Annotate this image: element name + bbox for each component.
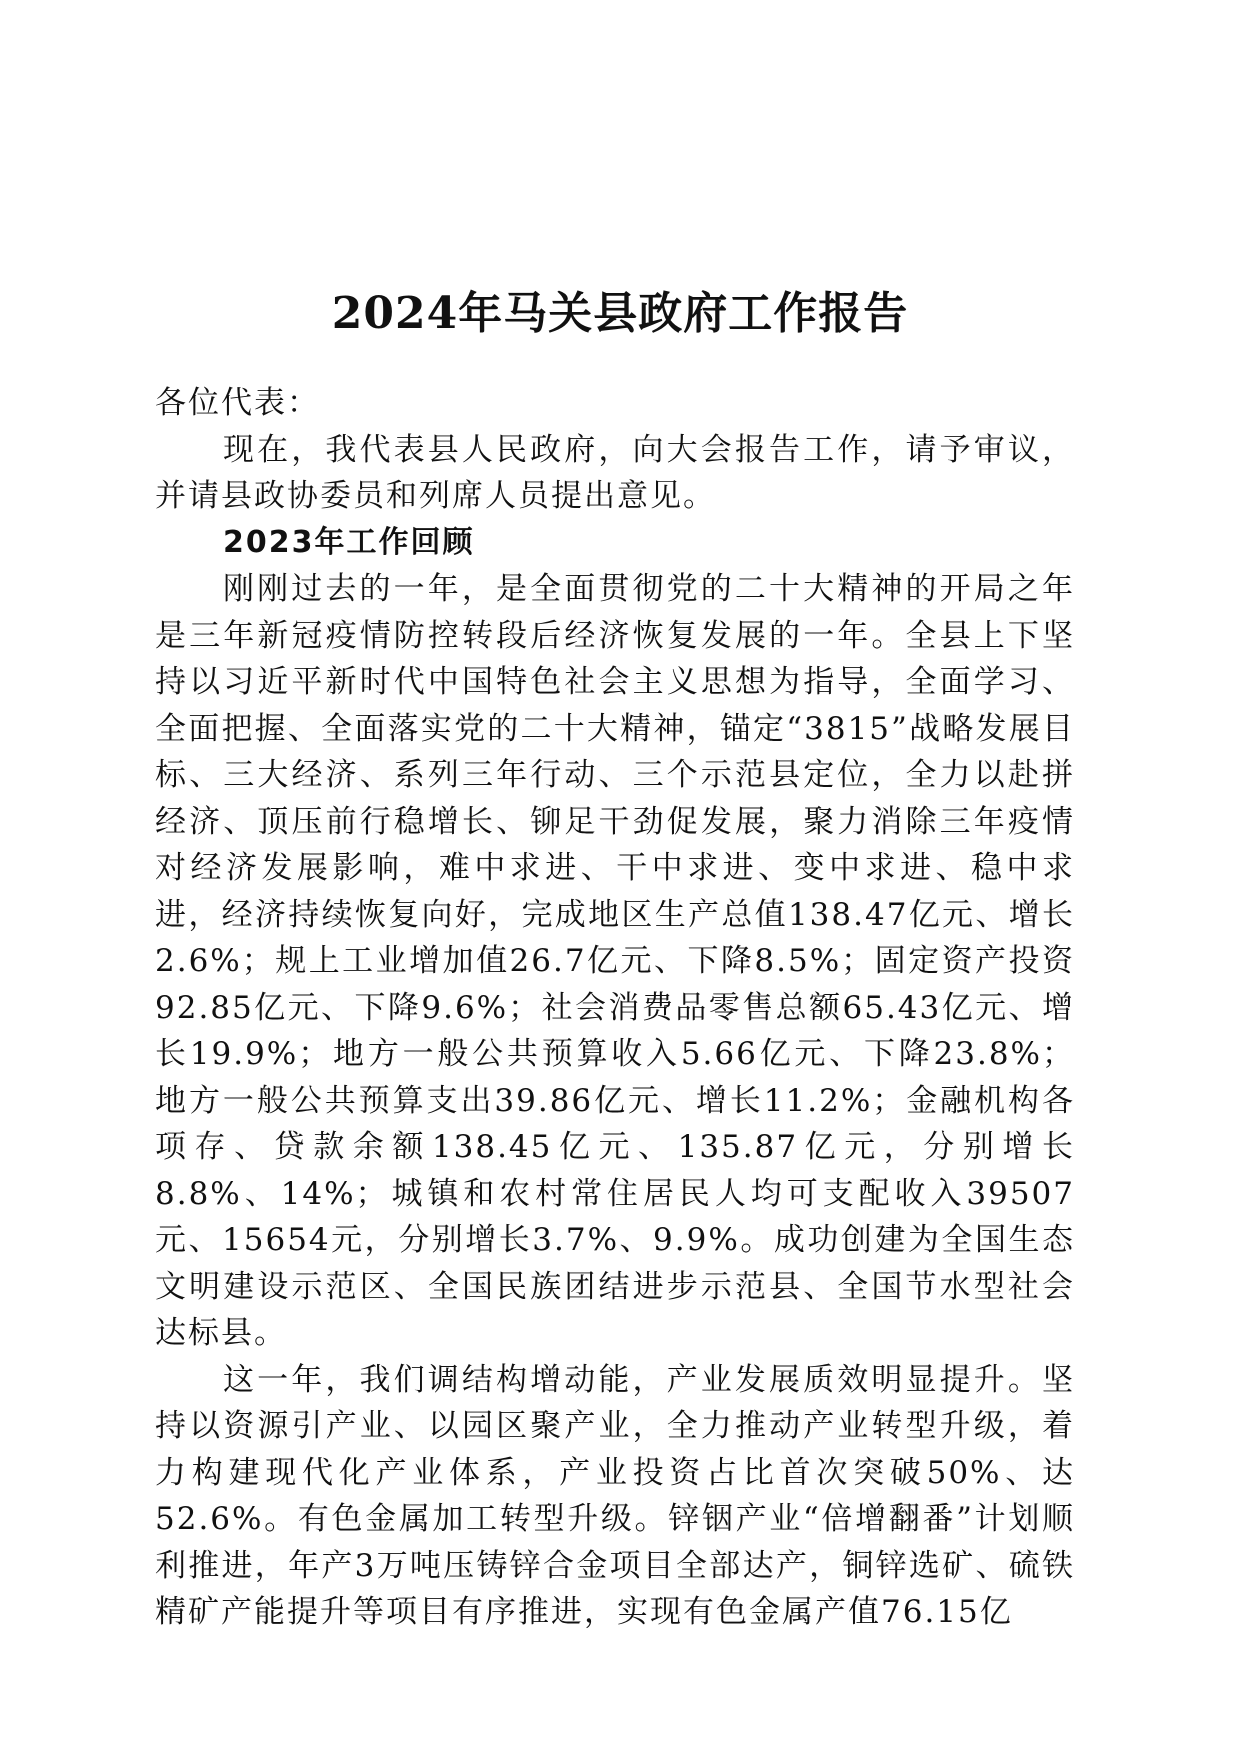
intro-paragraph: 现在，我代表县人民政府，向大会报告工作，请予审议，并请县政协委员和列席人员提出意见。 bbox=[155, 431, 1075, 514]
section-heading: 2023年工作回顾 bbox=[223, 524, 475, 560]
document-title: 2024年马关县政府工作报告 bbox=[331, 288, 909, 340]
document-body bbox=[155, 380, 1075, 1636]
body-paragraph: 刚刚过去的一年，是全面贯彻党的二十大精神的开局之年是三年新冠疫情防控转段后经济恢复发展的一年。全县上下坚持以习近平新时代中国特色社会主义思想为指导，全面学习、全面把握、全面落实党的二十大精神，锚定“3815”战略发展目标、三大经济、系列三年行动、三个示范县定位，全力以赴拼经济、顶压前行稳增长、铆足干劲促发展，聚力消除三年疫情对经济发展影响，难中求进、干中求进、变中求进、稳中求进，经济持续恢复向好，完成地区生产总值138.47亿元、增长2.6%；规上工业增加值26.7亿元、下降8.5%；固定资产投资92.85亿元、下降9.6%；社会消费品零售总额65.43亿元、增长19.9%；地方一般公共预算收入5.66亿元、下降23.8%；地方一般公共预算支出39.86亿元、增长11.2%；金融机构各项存、贷款余额138.45亿元、135.87亿元，分别增长8.8%、14%；城镇和农村常住居民人均可支配收入39507元、15654元，分别增长3.7%、9.9%。成功创建为全国生态文明建设示范区、全国民族团结进步示范县、全国节水型社会达标县。 bbox=[155, 571, 1075, 1351]
body-paragraph: 这一年，我们调结构增动能，产业发展质效明显提升。坚持以资源引产业、以园区聚产业，全力推动产业转型升级，着力构建现代化产业体系，产业投资占比首次突破50%、达52.6%。有色金属加工转型升级。锌铟产业“倍增翻番”计划顺利推进，年产3万吨压铸锌合金项目全部达产，铜锌选矿、硫铁精矿产能提升等项目有序推进，实现有色金属产值76.15亿 bbox=[155, 1361, 1075, 1630]
salutation: 各位代表： bbox=[155, 385, 320, 421]
